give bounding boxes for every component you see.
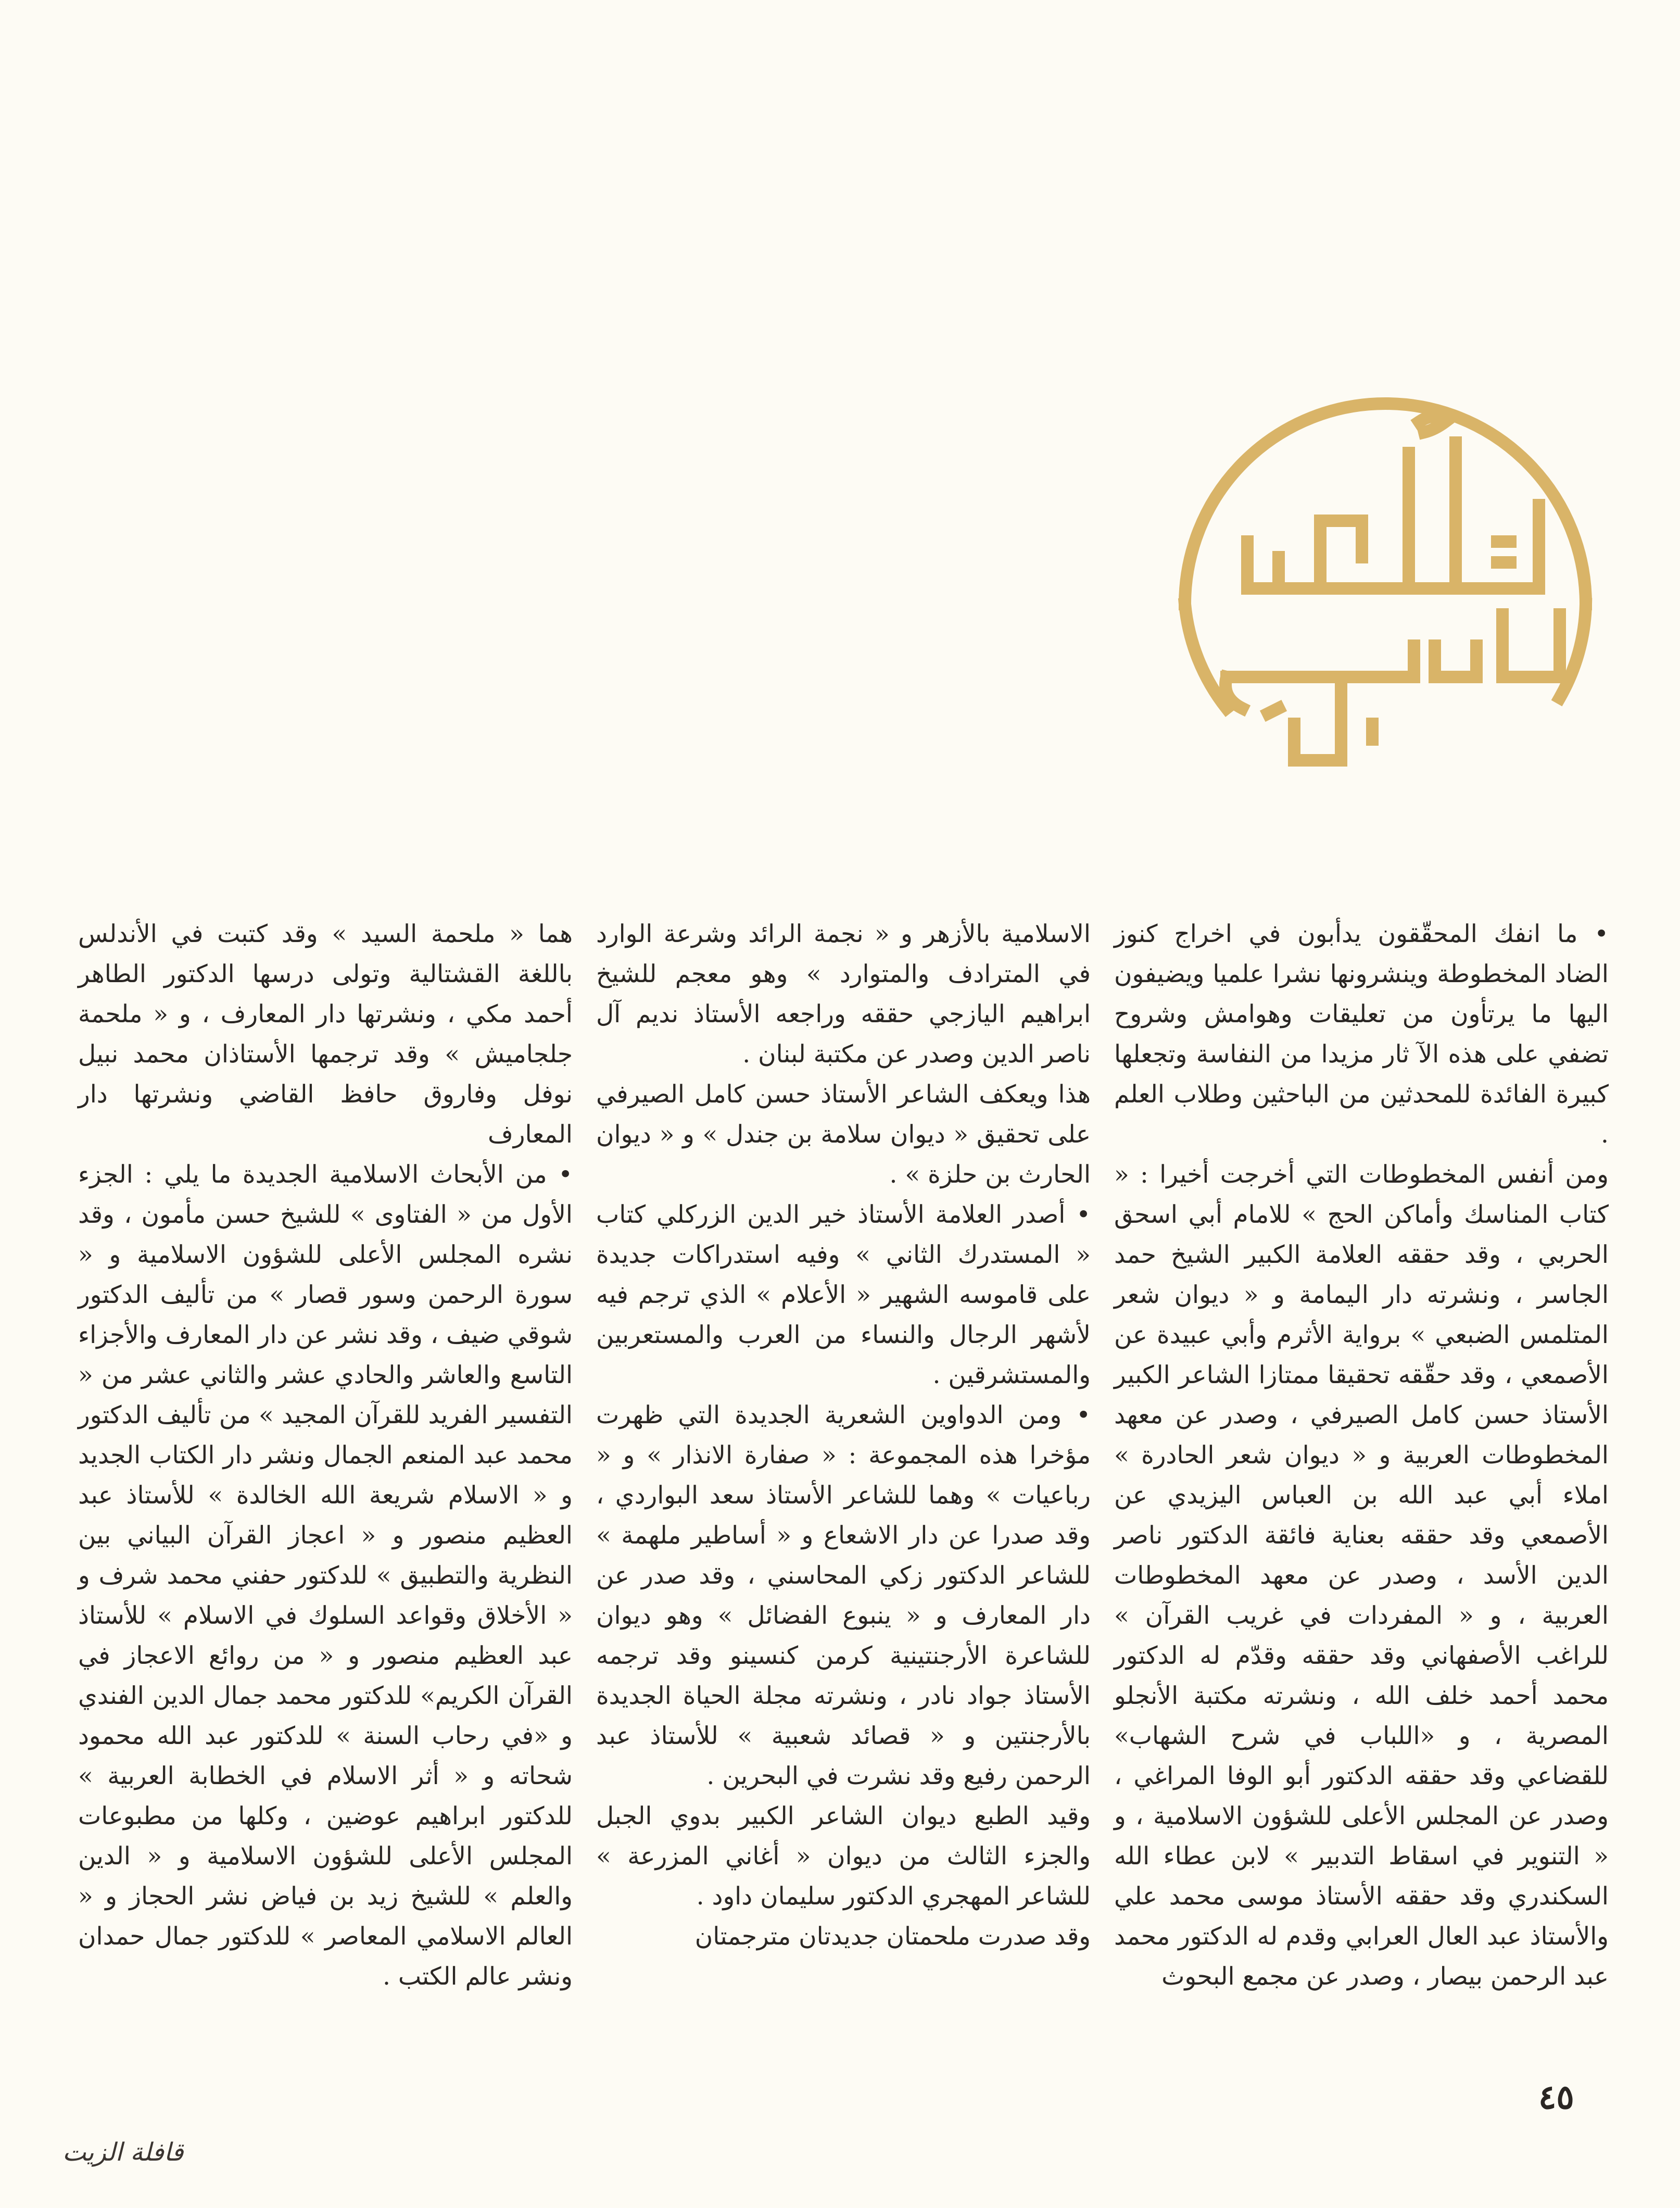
- paragraph: الاسلامية بالأزهر و « نجمة الرائد وشرعة الوارد في المترادف والمتوارد » وهو معجم للشيخ ابراهيم اليازجي حققه وراجعه الأستاذ نديم آل ناصر الدين وصدر عن مكتبة لبنان .: [596, 920, 1091, 1069]
- paragraph: • ومن الدواوين الشعرية الجديدة التي ظهرت مؤخرا هذه المجموعة : « صفارة الانذار » و « رباعيات » وهما للشاعر الأستاذ سعد البواردي ، وقد صدرا عن دار الاشعاع و « أساطير ملهمة » للشاعر الدكتور زكي المحاسني ، وقد صدر عن دار المعارف و « ينبوع الفضائل » وهو ديوان للشاعرة الأرجنتينية كرمن كنسينو وقد ترجمه الأستاذ جواد نادر ، ونشرته مجلة الحياة الجديدة بالأرجنتين و « قصائد شعبية » للأستاذ عبد الرحمن رفيع وقد نشرت في البحرين .: [596, 1401, 1091, 1790]
- paragraph: • ما انفك المحقّقون يدأبون في اخراج كنوز الضاد المخطوطة وينشرونها نشرا علميا ويضيفون اليها ما يرتأون من تعليقات وهوامش وشروح تضفي على هذه الآ ثار مزيدا من النفاسة وتجعلها كبيرة الفائدة للمحدثين من الباحثين وطلاب العلم .: [1114, 920, 1609, 1149]
- article-column-right: [1114, 914, 1609, 1997]
- logo-stroke-ya-dots: [1497, 542, 1510, 562]
- paragraph: وقد صدرت ملحمتان جديدتان مترجمتان: [694, 1922, 1091, 1951]
- paragraph: • من الأبحاث الاسلامية الجديدة ما يلي : الجزء الأول من « الفتاوى » للشيخ حسن مأمون ، وقد نشره المجلس الأعلى للشؤون الاسلامية و « سورة الرحمن وسور قصار » من تأليف الدكتور شوقي ضيف ، وقد نشر عن دار المعارف والأجزاء التاسع والعاشر والحادي عشر والثاني عشر من « التفسير الفريد للقرآن المجيد » من تأليف الدكتور محمد عبد المنعم الجمال ونشر دار الكتاب الجديد و « الاسلام شريعة الله الخالدة » للأستاذ عبد العظيم منصور و « اعجاز القرآن البياني بين النظرية والتطبيق » للدكتور حفني محمد شرف و « الأخلاق وقواعد السلوك في الاسلام » للأستاذ عبد العظيم منصور و « من روائع الاعجاز في القرآن الكريم» للدكتور محمد جمال الدين الفندي و «في رحاب السنة » للدكتور عبد الله محمود شحاته و « أثر الاسلام في الخطابة العربية » للدكتور ابراهيم عوضين ، وكلها من مطبوعات المجلس الأعلى للشؤون الاسلامية و « الدين والعلم » للشيخ زيد بن فياض نشر الحجاز و « العالم الاسلامي المعاصر » للدكتور جمال حمدان ونشر عالم الكتب .: [78, 1160, 573, 1991]
- section-calligraphy-logo: [1164, 385, 1607, 844]
- logo-stroke-hamza: [1419, 417, 1445, 432]
- logo-stroke-dot-b: [1268, 708, 1279, 713]
- paragraph: • أصدر العلامة الأستاذ خير الدين الزركلي كتاب « المستدرك الثاني » وفيه استدراكات جديدة على قاموسه الشهير « الأعلام » الذي ترجم فيه لأشهر الرجال والنساء من العرب والمستعربين والمستشرقين .: [596, 1200, 1091, 1389]
- article-column-middle: [596, 914, 1091, 1956]
- logo-stroke-ba: [1320, 521, 1362, 588]
- paragraph: ومن أنفس المخطوطات التي أخرجت أخيرا : « كتاب المناسك وأماكن الحج » للامام أبي اسحق الحربي ، وقد حققه العلامة الكبير الشيخ حمد الجاسر ، ونشرته دار اليمامة و « ديوان شعر المتلمس الضبعي » برواية الأثرم وأبي عبيدة عن الأصمعي ، وقد حقّقه تحقيقا ممتازا الشاعر الكبير الأستاذ حسن كامل الصيرفي ، وصدر عن معهد المخطوطات العربية و « ديوان شعر الحادرة » املاء أبي عبد الله بن العباس اليزيدي عن الأصمعي وقد حققه بعناية فائقة الدكتور ناصر الدين الأسد ، وصدر عن معهد المخطوطات العربية ، و « المفردات في غريب القرآن » للراغب الأصفهاني وقد حققه وقدّم له الدكتور محمد أحمد خلف الله ، ونشرته مكتبة الأنجلو المصرية ، و «اللباب في شرح الشهاب» للقضاعي وقد حققه الدكتور أبو الوفا المراغي ، وصدر عن المجلس الأعلى للشؤون الاسلامية ، و « التنوير في اسقاط التدبير » لابن عطاء الله السكندري وقد حققه الأستاذ موسى محمد علي والأستاذ عبد العال العرابي وقدم له الدكتور محمد عبد الرحمن بيصار ، وصدر عن مجمع البحوث: [1114, 1160, 1609, 1991]
- article-column-left: [78, 914, 573, 1997]
- logo-stroke-kaf: [1502, 614, 1560, 677]
- logo-stroke-ta: [1435, 646, 1476, 677]
- paragraph: هما « ملحمة السيد » وقد كتبت في الأندلس باللغة القشتالية وتولى درسها الدكتور الطاهر أحمد مكي ، ونشرتها دار المعارف ، و « ملحمة جلجاميش » وقد ترجمها الأستاذان محمد نبيل نوفل وفاروق حافظ القاضي ونشرتها دار المعارف: [78, 920, 573, 1149]
- page-number: ٤٥: [1538, 2078, 1574, 2117]
- paragraph: هذا ويعكف الشاعر الأستاذ حسن كامل الصيرفي على تحقيق « ديوان سلامة بن جندل » و « ديوان الحارث بن حلزة » .: [596, 1080, 1091, 1189]
- magazine-name: قافلة الزيت: [62, 2138, 184, 2167]
- paragraph: وقيد الطبع ديوان الشاعر الكبير بدوي الجبل والجزء الثالث من ديوان « أغاني المزرعة » للشاعر المهجري الدكتور سليمان داود .: [596, 1802, 1091, 1911]
- logo-stroke-ba-descender: [1294, 677, 1341, 760]
- logo-stroke-ra: [1247, 542, 1279, 588]
- logo-stroke-lower-base: [1227, 646, 1414, 677]
